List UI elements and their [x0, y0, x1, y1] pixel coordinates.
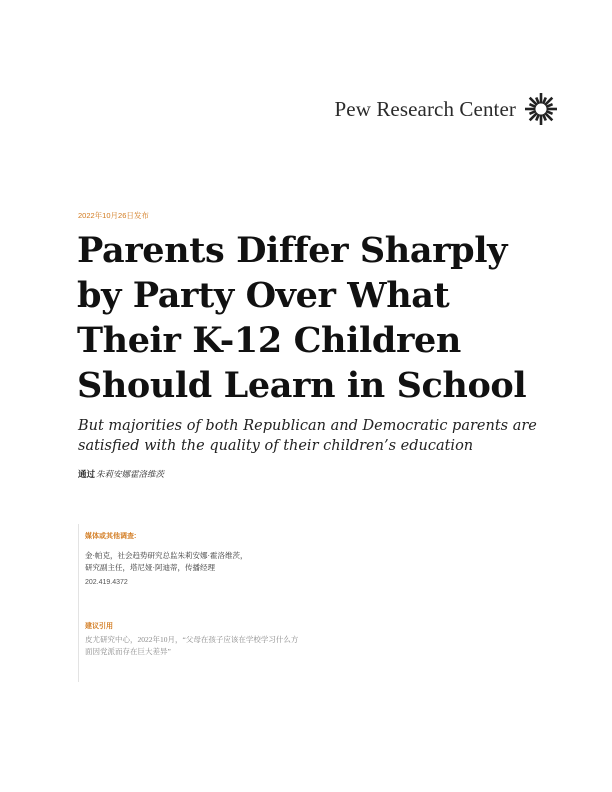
starburst-logo-icon	[524, 92, 558, 126]
contact-sidebar	[78, 524, 339, 682]
title-line: Their K-12 Children	[77, 320, 461, 361]
contact-line: 研究副主任，塔尼娅·阿迪蒂，传播经理	[85, 563, 215, 572]
publication-date: 2022年10月26日发布	[78, 211, 149, 220]
title-line: by Party Over What	[77, 275, 450, 316]
brand-header	[335, 92, 559, 126]
byline-prefix: 通过	[78, 469, 96, 479]
citation-line: 皮尤研究中心，2022年10月，“父母在孩子应该在学校学习什么方	[85, 635, 299, 644]
byline	[78, 468, 164, 480]
report-title	[77, 228, 577, 408]
report-subtitle	[78, 416, 548, 456]
subtitle-line: satisfied with the quality of their children’s education	[78, 438, 474, 454]
byline-author-link[interactable]: 朱莉安娜霍洛维茨	[96, 469, 165, 479]
citation-heading: 建议引用	[85, 623, 113, 630]
subtitle-line: But majorities of both Republican and Democratic parents are	[78, 418, 537, 434]
brand-name: Pew Research Center	[334, 96, 516, 121]
contact-line: 金·帕克，社会趋势研究总监朱莉安娜·霍洛维茨，	[85, 551, 248, 560]
citation-line: 面因党派而存在巨大差异”	[85, 647, 171, 656]
contact-phone[interactable]: 202.419.4372	[85, 579, 128, 586]
contact-heading: 媒体或其他调查:	[85, 533, 137, 540]
title-line: Parents Differ Sharply	[77, 230, 508, 271]
title-line: Should Learn in School	[77, 365, 527, 406]
